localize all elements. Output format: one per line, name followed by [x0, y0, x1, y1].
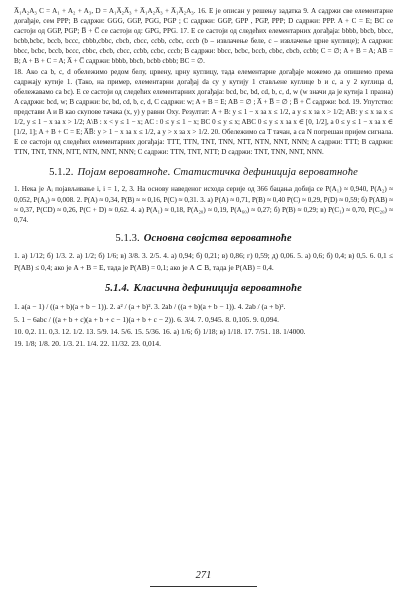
answers-paragraph: A̅₁A₂A₃ C = A₁ + A₂ + A₃, D = A₁A̅₂A̅₃ + A̅₁A₂A̅₃ + A̅₁A̅₂A₃. 16. E је описан у решењу задатка 9. А садржи све елементарне догађаје, сем PPP; B садржи: GGG, GGP, PGG, PGP ; C садржи: GGP, GPP , PGP, PPP; D садржи: PPP. A + C = E; BC се састоји од GGP, PGP; B̅ + C̅ се састоји од: GPG, PPG. 17. E се састоји од следећих елементарних догађаја: bbbb, bbcb, bbcc, bcbb,bcbc, bccb, bccc, cbbb,cbbc, cbcb, cbcc, ccbb, ccbc, cccb (b – извлачење беле, c – извлачење црне куглице); A садржи: bbcc, bcbc, bccb, bccc, cbbc, cbcb, cbcc, ccbb, ccbc, cccb; B садржи: bbcc, bcbc, bccb, cbbc, cbcb, ccbb; C = ∅; A + B = A; AB = B; A + B + C = A; A̅ + C̅ садржи: bbbb, bbcb, bcbb cbbb; BC = ∅. [14, 7, 393, 66]
section-heading-text: Класична дефиниција вероватноће [133, 283, 302, 295]
section-heading [14, 167, 393, 178]
answers-5-1-2 [14, 184, 393, 224]
page-number: 271 [195, 570, 212, 581]
section-heading-text: Основна својства вероватноће [143, 232, 292, 244]
answers-paragraph: 1. a) 1/12; б) 1/3. 2. a) 1/2; б) 1/6; в) 3/8. 3. 2/5. 4. a) 0,94; б) 0,21; в) 0,86; г) 0,59; д) 0,06. 5. a) 0,6; б) 0,4; в) 0,5. 6. 0,1 ≤ P(AB) ≤ 0,4; ако је A + B = E, тада је P(AB) = 0,1; ако је A ⊂ B, тада је P(AB) = 0,4. [14, 250, 393, 273]
answers-line: 10. 0,2. 11. 0,3. 12. 1/2. 13. 5/9. 14. 5/6. 15. 5/36. 16. a) 1/6; б) 1/18; в) 1/18. 17. 7/51. 18. 1/4000. [14, 326, 306, 336]
section-number: 5.1.3. [115, 232, 140, 244]
section-heading [14, 283, 393, 294]
answers-paragraph: 18. Ако са b, c, d обележимо редом белу, црвену, црну куглицу, тада елементарне догађаје можемо да опишемо према садржају кутије 1. (Тако, на пример, елементарни догађај da су у кутију 1 стављене куглице b и c, а у 2 куглица d, обележавамо са bc). E се састоји од следећих елементарних догађаја: bcd, bc, bd, cd, b, c, d, w (w значи да је кутија 1 празна) A садржи: bcd, w; B садржи: bc, bd, cd, b, c, d, C садржи: w; A + B = E; AB = ∅ ; A̅ + B̅ = ∅ ; B̅ + C̅ садржи: bcd. 19. Упутство: представи A и B као скупове тачака (x, y) у равни Oxy. Резултат: A + B: y ≤ 1 − x за x ≤ 1/2, а y ≤ x за x > 1/2; AB: y ≤ x за x ≤ 1/2, y ≤ 1 − x за x > 1/2; A\B : x < y ≤ 1 − x; AC : 0 ≤ y ≤ 1 − x; BC 0 ≤ y ≤ x; ABC 0 ≤ y ≤ x за x ∈ [0, 1/2], а 0 ≤ y ≤ 1 − x за x ∈ [1/2, 1]; A + B + C = E; A̅B̅: y > 1 − x за x ≤ 1/2, а y > x за x > 1/2. 20. Обележимо са T тачан, а са N погрешан пријем сигнала. E се састоји од следећих елементарних догађаја: TTT, TTN, TNT, TNN, NTT, NTN, NNT, NNN; A садржи: TTT; B садржи: TTN, TNT, TNN, NTT, NTN, NNT, NNN; C садржи: TTN, TNT, NTT; D садржи: TNT, TNN, NNT, NNN. [14, 67, 393, 157]
page-number-rule [150, 586, 257, 587]
answers-line: 1. a(a − 1) / ((a + b)(a + b − 1)). 2. a² / (a + b)². 3. 2ab / ((a + b)(a + b − 1)). 4. 2ab / (a + b)². [14, 302, 286, 312]
answers-line: 19. 1/8; 1/8. 20. 1/3. 21. 1/4. 22. 11/32. 23. 0,014. [14, 339, 161, 349]
answers-5-1-4 [14, 301, 393, 350]
answers-5-1-3 [14, 250, 393, 275]
section-number: 5.1.2. [49, 167, 74, 179]
answers-intro [14, 6, 393, 157]
section-number: 5.1.4. [105, 283, 130, 295]
answers-line: 5. 1 − 6abc / ((a + b + c)(a + b + c − 1)(a + b + c − 2)). 6. 3/4. 7. 0,945. 8. 0,105. 9. 0,094. [14, 314, 279, 324]
section-heading-text: Појам вероватноће. Статистичка дефиниција вероватноће [77, 167, 358, 179]
section-heading [14, 233, 393, 244]
answers-paragraph: 1. Нека је Aᵢ појављивање i, i = 1, 2, 3. На основу наведеног исхода серије од 366 бацања добија се P(A₁) ≈ 0,940, P(A₂) ≈ 0,052, P(A₃) ≈ 0,008. 2. P(A) ≈ 0,34, P(B) ≈ ≈ 0,16, P(C) ≈ 0,31. 3. a) P(A) ≈ 0,71, P(B) ≈ 0,40 P(C) ≈ 0,29, P(D) ≈ 0,59; б) P(AB) ≈ ≈ 0,37, P(CD) ≈ 0,26, P(C + D) ≈ 0,62. 4. a) P(A₁) ≈ 0,18, P(A₂₀) ≈ 0,19, P(A₆₀) ≈ 0,27; б) P(B) ≈ 0,29; в) P(C₁) ≈ 0,70, P(C₂₀) ≈ 0,74. [14, 185, 394, 224]
